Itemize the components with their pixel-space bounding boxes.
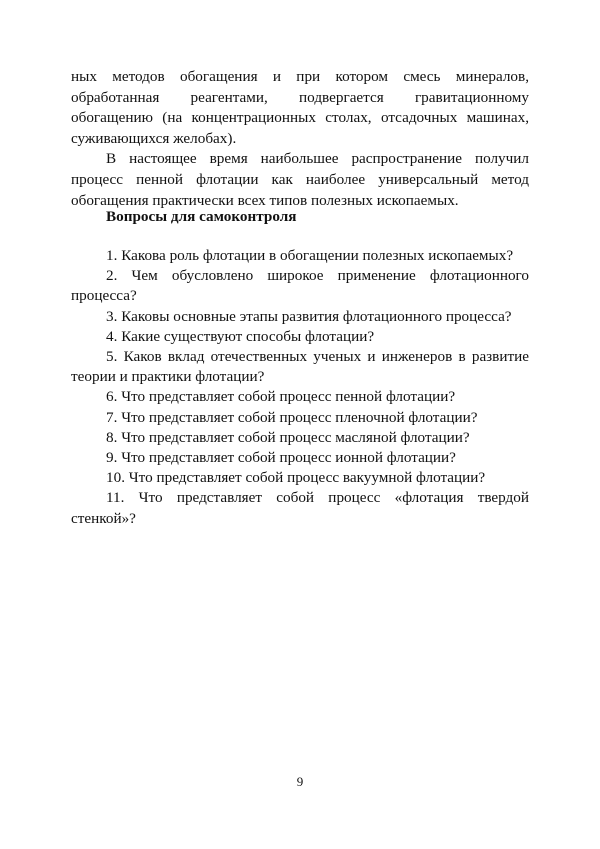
question-item: 9. Что представляет собой процесс ионной флотации? (106, 449, 456, 467)
question-item: 2. Чем обусловлено широкое применение флотационного процесса? (71, 267, 529, 305)
questions-list (71, 246, 529, 529)
question-item: 5. Каков вклад отечественных ученых и инженеров в развитие теории и практики флотации? (71, 348, 529, 386)
question-item: 8. Что представляет собой процесс масляной флотации? (106, 428, 470, 446)
section-heading: Вопросы для самоконтроля (106, 208, 297, 225)
paragraph-flotation-current: В настоящее время наибольшее распространение получил процесс пенной флотации как наиболее универсальный метод обогащения практически всех типов полезных ископаемых. (71, 150, 529, 209)
question-item: 11. Что представляет собой процесс «флотация твердой стенкой»? (71, 489, 529, 527)
question-item: 4. Какие существуют способы флотации? (106, 327, 375, 345)
question-item: 10. Что представляет собой процесс вакуумной флотации? (106, 469, 486, 487)
question-item: 7. Что представляет собой процесс пленочной флотации? (106, 408, 478, 426)
body-text (71, 67, 529, 211)
page-number: 9 (296, 774, 304, 789)
question-item: 6. Что представляет собой процесс пенной флотации? (106, 388, 456, 406)
question-item: 1. Какова роль флотации в обогащении полезных ископаемых? (106, 247, 514, 264)
paragraph-continuation: ных методов обогащения и при котором смесь минералов, обработанная реагентами, подвергается гравитационному обогащению (на концентрационных столах, отсадочных машинах, суживающихся желобах). (71, 68, 529, 147)
question-item: 3. Каковы основные этапы развития флотационного процесса? (106, 307, 512, 325)
